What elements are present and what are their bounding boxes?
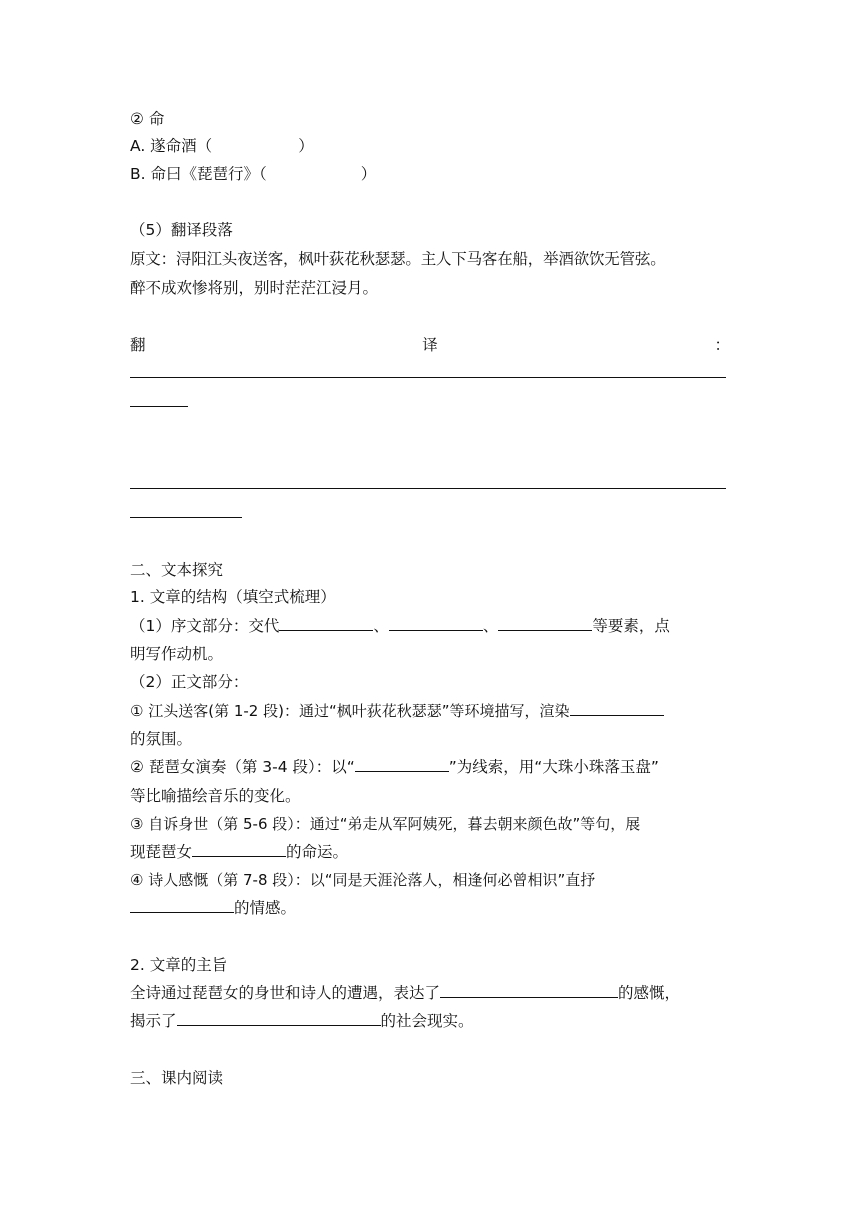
paragraph-2-suffix: ”为线索，用“大珠小珠落玉盘”	[448, 758, 659, 776]
section-three-heading: 三、课内阅读	[130, 1069, 224, 1087]
original-text-line1: 原文：浔阳江头夜送客，枫叶荻花秋瑟瑟。主人下马客在船，举酒欲饮无管弦。	[130, 250, 666, 268]
preface-blank-3[interactable]	[498, 616, 592, 631]
structure-question-heading: 1. 文章的结构（填空式梳理）	[130, 588, 336, 606]
translation-answer-line-2-tail[interactable]	[130, 517, 242, 518]
item-a-close: ）	[298, 137, 314, 155]
paragraph-2-prefix: ② 琵琶女演奏（第 3-4 段）：以“	[130, 758, 355, 776]
paragraph-1-line2: 的氛围。	[130, 730, 193, 748]
translation-label-char2: 译	[422, 336, 438, 354]
reveal-line	[130, 1010, 730, 1032]
translation-answer-line-1-tail[interactable]	[130, 406, 188, 407]
reveal-blank[interactable]	[177, 1011, 381, 1026]
paragraph-3-line2	[130, 841, 730, 863]
reveal-prefix: 揭示了	[130, 1012, 177, 1030]
translation-heading: （5）翻译段落	[130, 221, 233, 239]
paragraph-4-blank[interactable]	[130, 898, 234, 913]
original-text-line2: 醉不成欢惨将别，别时茫茫江浸月。	[130, 279, 379, 297]
preface-blank-1[interactable]	[279, 616, 373, 631]
translation-label	[130, 334, 730, 356]
preface-separator-1: 、	[373, 617, 389, 635]
preface-line	[130, 615, 730, 637]
preface-line2: 明写作动机。	[130, 645, 224, 663]
paragraph-4-line1: ④ 诗人感慨（第 7-8 段）：以“同是天涯沦落人，相逢何必曾相识”直抒	[130, 871, 596, 889]
section-two-heading: 二、文本探究	[130, 561, 224, 579]
paragraph-3-line1: ③ 自诉身世（第 5-6 段）：通过“弟走从军阿姨死，暮去朝来颜色故”等句，展	[130, 815, 641, 833]
theme-line	[130, 982, 730, 1004]
translation-label-colon: ：	[714, 336, 730, 354]
paragraph-2-line2: 等比喻描绘音乐的变化。	[130, 787, 301, 805]
translation-answer-line-1[interactable]	[130, 377, 726, 378]
paragraph-1-line	[130, 700, 730, 722]
paragraph-3-blank[interactable]	[192, 842, 286, 857]
paragraph-1-prefix: ① 江头送客(第 1-2 段)：通过“枫叶荻花秋瑟瑟”等环境描写，渲染	[130, 702, 570, 720]
translation-label-char1: 翻	[130, 336, 146, 354]
body-heading: （2）正文部分：	[130, 673, 249, 691]
theme-question-heading: 2. 文章的主旨	[130, 956, 228, 974]
paragraph-2-line	[130, 756, 730, 778]
paragraph-1-blank[interactable]	[570, 701, 664, 716]
paragraph-4-line2	[130, 897, 730, 919]
theme-suffix: 的感慨，	[618, 984, 681, 1002]
preface-separator-2: 、	[482, 617, 499, 635]
item-b-label: B. 命曰《琵琶行》（	[130, 165, 267, 183]
item-a-label: A. 遂命酒（	[130, 137, 213, 155]
translation-answer-line-2[interactable]	[130, 488, 726, 489]
preface-prefix: （1）序文部分：交代	[130, 617, 280, 635]
paragraph-4-suffix: 的情感。	[234, 899, 297, 917]
preface-suffix: 等要素，点	[592, 617, 670, 635]
theme-blank[interactable]	[440, 983, 618, 998]
preface-blank-2[interactable]	[389, 616, 483, 631]
theme-prefix: 全诗通过琵琶女的身世和诗人的遭遇，表达了	[130, 984, 441, 1002]
meaning-item-a	[130, 135, 730, 157]
paragraph-2-blank[interactable]	[355, 757, 449, 772]
paragraph-3-suffix: 的命运。	[286, 843, 349, 861]
paragraph-3-prefix: 现琵琶女	[130, 843, 193, 861]
meaning-item-b	[130, 163, 730, 185]
reveal-suffix: 的社会现实。	[380, 1012, 474, 1030]
meaning-heading: ② 命	[130, 110, 165, 128]
item-b-close: ）	[360, 165, 377, 183]
